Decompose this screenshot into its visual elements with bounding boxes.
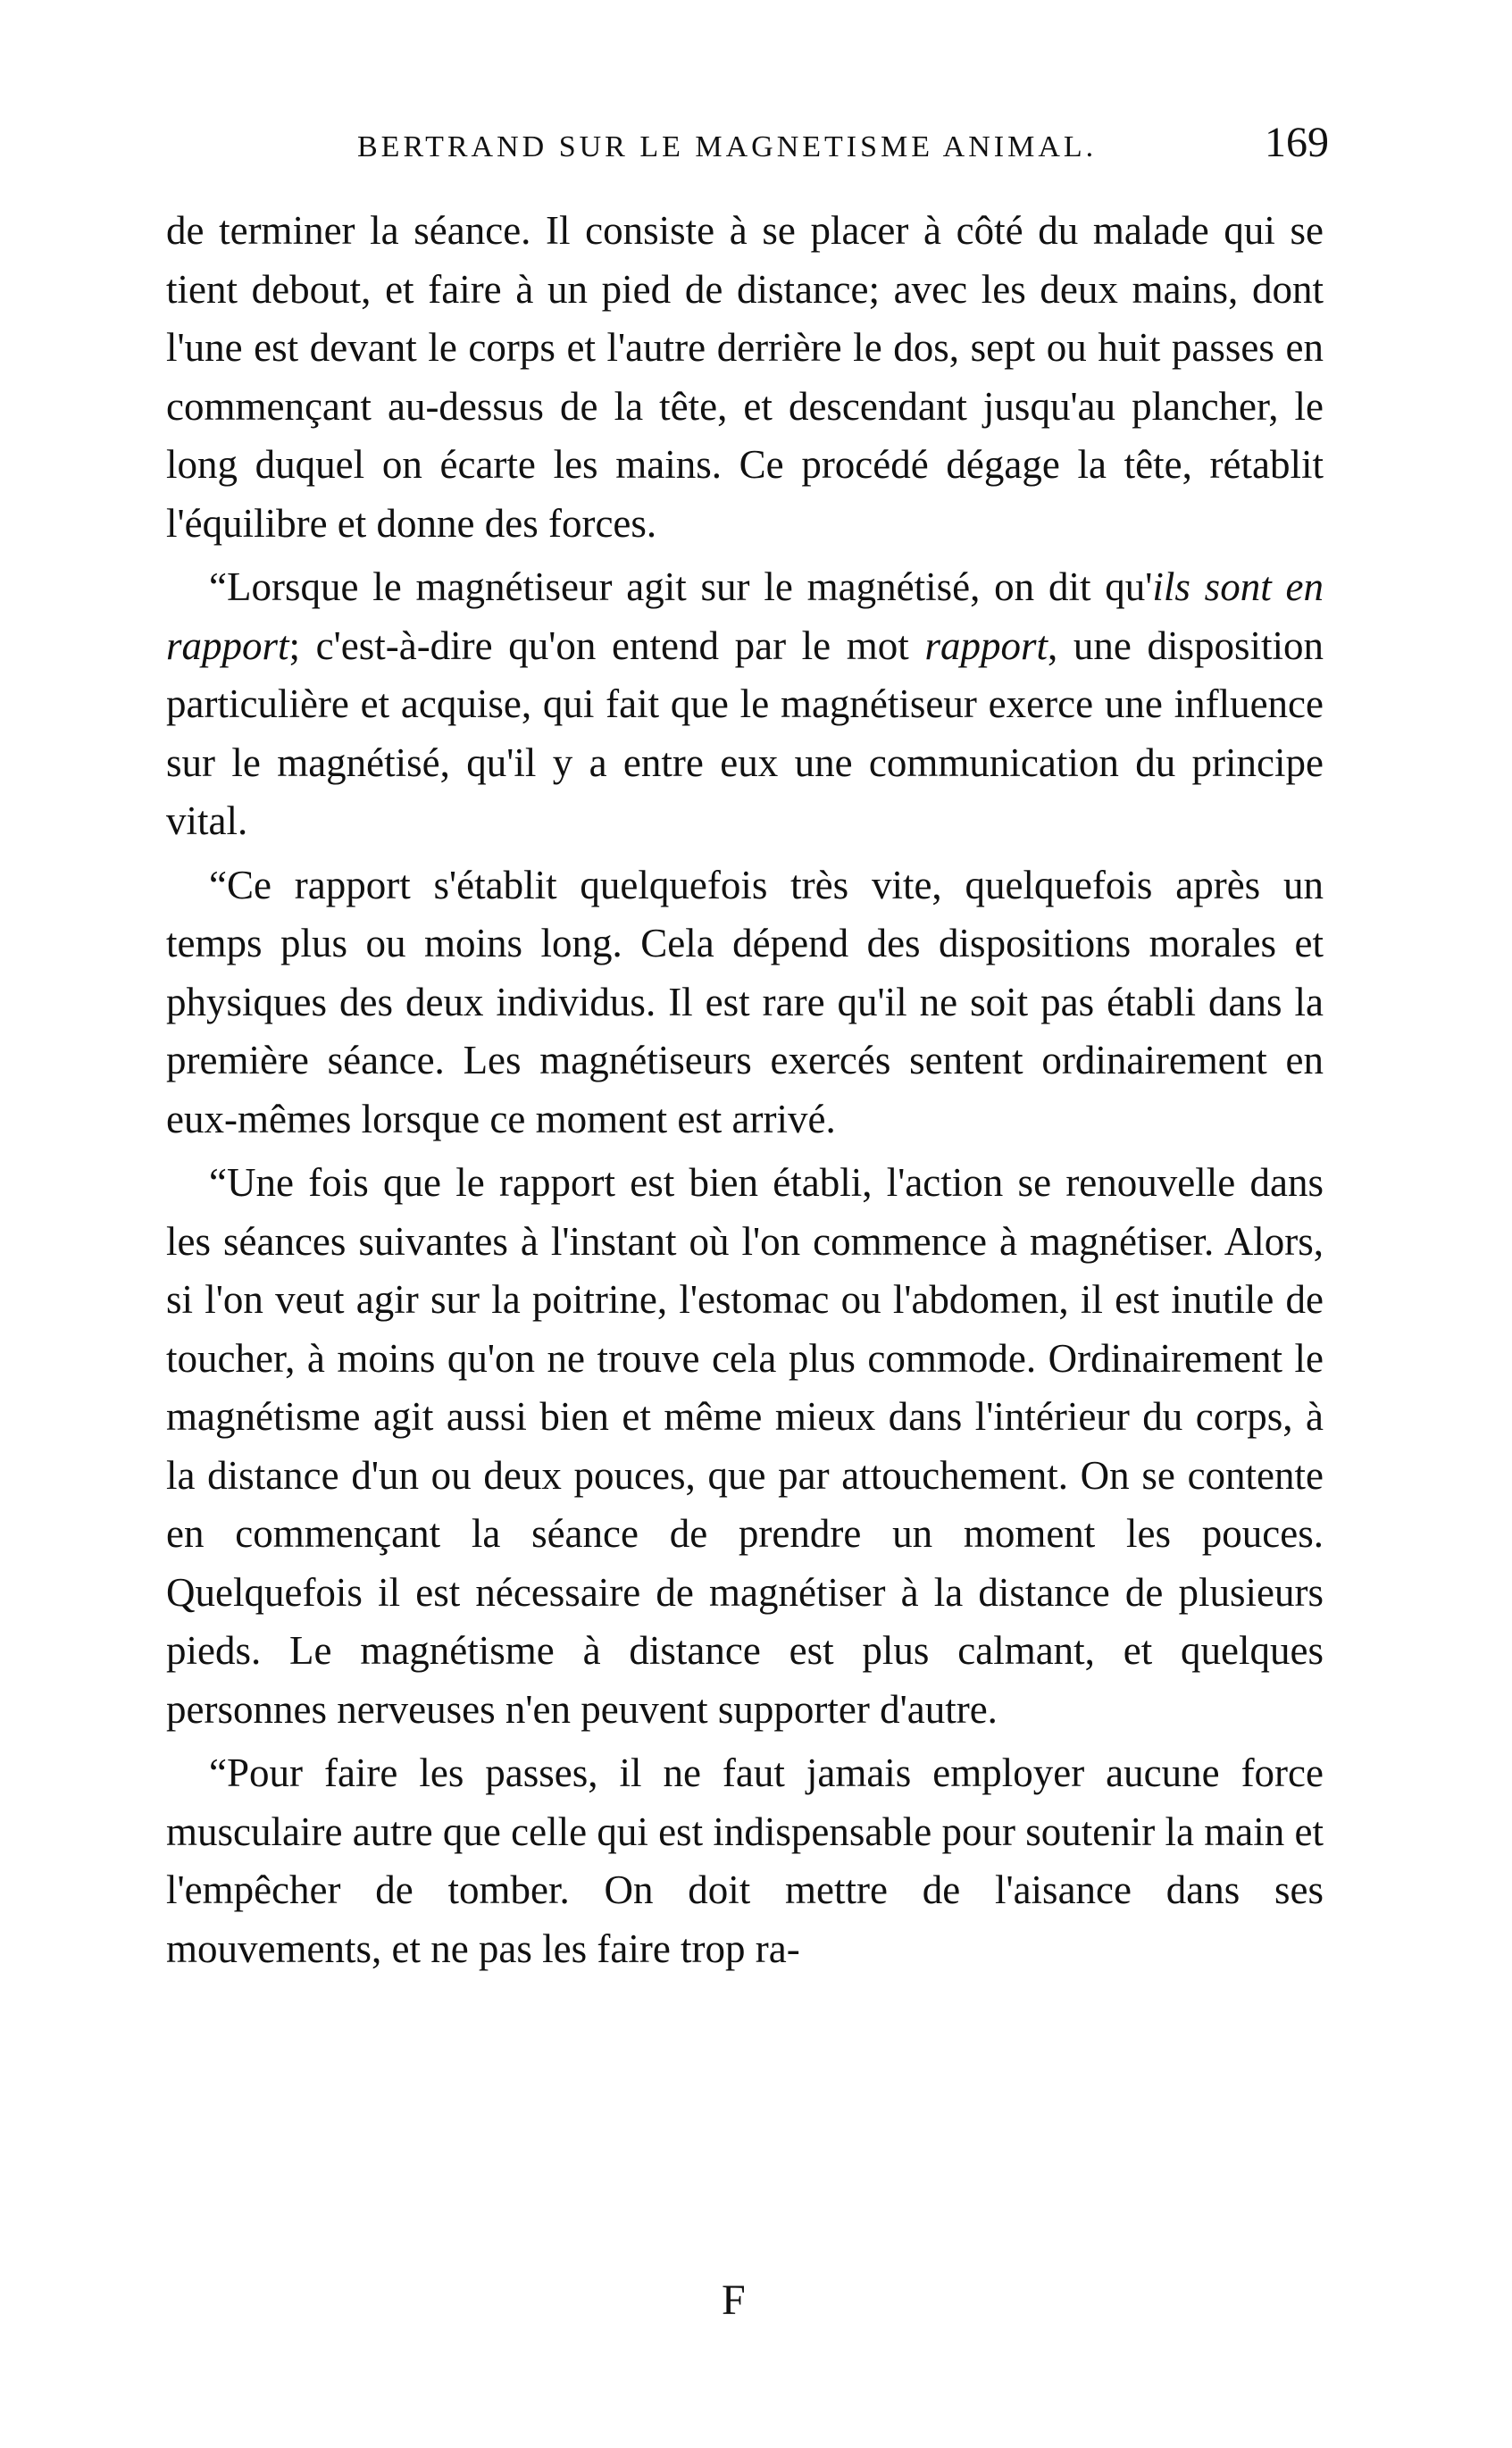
body-text	[166, 202, 1324, 1978]
printer-signature-mark: F	[722, 2277, 746, 2324]
paragraph-2-italic-1: ils sont en rapport	[166, 564, 1324, 668]
paragraph-2-part-1: “Lorsque le magnétiseur agit sur le magnétisé, on dit qu'	[209, 564, 1153, 609]
paragraph-2-italic-2: rapport	[924, 622, 1048, 668]
paragraph-2	[166, 558, 1324, 851]
paragraph-5: “Pour faire les passes, il ne faut jamais employer aucune force musculaire autre que celle qui est indispensable pour soutenir la main et l'empêcher de tomber. On doit mettre de l'aisance dans ses mouvements, et ne pas les faire trop ra-	[166, 1750, 1324, 1971]
paragraph-4: “Une fois que le rapport est bien établi, l'action se renouvelle dans les séances suivantes à l'instant où l'on commence à magnétiser. Alors, si l'on veut agir sur la poitrine, l'estomac ou l'abdomen, il est inutile de toucher, à moins qu'on ne trouve cela plus commode. Ordinairement le magnétisme agit aussi bien et même mieux dans l'intérieur du corps, à la distance d'un ou deux pouces, que par attouchement. On se contente en commençant la séance de prendre un moment les pouces. Quelquefois il est nécessaire de magnétiser à la distance de plusieurs pieds. Le magnétisme à distance est plus calmant, et quelques personnes nerveuses n'en peuvent supporter d'autre.	[166, 1160, 1324, 1732]
page-number: 169	[1265, 119, 1329, 166]
paragraph-2-part-2: ; c'est-à-dire qu'on entend par le mot	[288, 622, 925, 668]
paragraph-2-part-3: , une disposition particulière et acquise, qui fait que le magnétiseur exerce une influence sur le magnétisé, qu'il y a entre eux une communication du principe vital.	[166, 622, 1324, 843]
running-title: BERTRAND SUR LE MAGNETISME ANIMAL.	[357, 130, 1098, 163]
paragraph-3: “Ce rapport s'établit quelquefois très vite, quelquefois après un temps plus ou moins long. Cela dépend des dispositions morales et physiques des deux individus. Il est rare qu'il ne soit pas établi dans la première séance. Les magnétiseurs exercés sentent ordinairement en eux-mêmes lorsque ce moment est arrivé.	[166, 862, 1324, 1141]
paragraph-1: de terminer la séance. Il consiste à se placer à côté du malade qui se tient debout, et faire à un pied de distance; avec les deux mains, dont l'une est devant le corps et l'autre derrière le dos, sept ou huit passes en commençant au-dessus de la tête, et descendant jusqu'au plancher, le long duquel on écarte les mains. Ce procédé dégage la tête, rétablit l'équilibre et donne des forces.	[166, 208, 1324, 546]
